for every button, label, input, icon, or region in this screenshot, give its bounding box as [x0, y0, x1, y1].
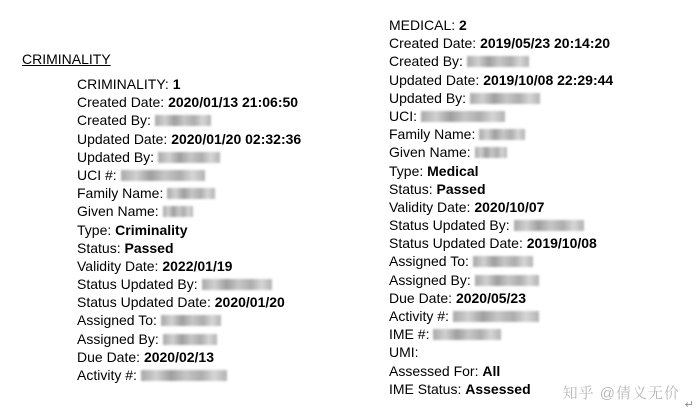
- redacted-value: [163, 334, 217, 345]
- assigned-to-row: [77, 311, 301, 329]
- redacted-value: [167, 188, 215, 199]
- redacted-value: [470, 93, 540, 104]
- type-row: [77, 221, 301, 239]
- field-value: 2022/01/19: [162, 257, 233, 274]
- created-by-row: [389, 52, 613, 70]
- field-label: Due Date:: [77, 348, 141, 365]
- assigned-to-row: [389, 252, 613, 270]
- redacted-value: [158, 152, 220, 163]
- field-label: Validity Date:: [77, 257, 159, 274]
- field-label: Type:: [77, 221, 112, 238]
- field-label: IME Status:: [389, 380, 462, 397]
- field-label: Status:: [77, 239, 121, 256]
- field-label: Status:: [389, 180, 433, 197]
- field-value: Passed: [436, 180, 486, 197]
- created-date-row: [389, 34, 613, 52]
- field-label: Activity #:: [77, 367, 137, 383]
- field-label: Assigned To:: [389, 253, 469, 270]
- redacted-value: [475, 275, 539, 286]
- paragraph-mark-icon: ↵: [684, 399, 694, 411]
- uci-row: [389, 107, 613, 125]
- field-label: Updated By:: [77, 148, 155, 165]
- status-updated-date-row: [77, 293, 301, 311]
- watermark: 知乎 @倩义无价: [562, 385, 680, 402]
- field-label: Type:: [389, 162, 424, 179]
- updated-by-row: [77, 148, 301, 166]
- updated-date-row: [77, 130, 301, 148]
- field-label: Updated Date:: [77, 130, 168, 147]
- field-label: Validity Date:: [389, 198, 471, 215]
- redacted-value: [155, 115, 211, 126]
- field-label: UMI:: [389, 344, 419, 361]
- field-label: Activity #:: [389, 308, 449, 324]
- field-label: IME #:: [389, 326, 430, 343]
- field-label: Created By:: [77, 112, 151, 129]
- field-label: CRIMINALITY:: [77, 76, 169, 92]
- umi-row: [389, 343, 613, 361]
- status-updated-by-row: [389, 216, 613, 234]
- activity-row: [389, 307, 613, 325]
- field-label: Family Name:: [389, 126, 476, 143]
- redacted-value: [473, 256, 533, 267]
- redacted-value: [433, 329, 501, 340]
- field-value: 2020/05/23: [455, 289, 527, 306]
- field-value: 2019/10/08: [526, 235, 597, 252]
- field-label: Assigned By:: [389, 271, 471, 288]
- field-label: UCI #:: [77, 166, 117, 183]
- field-label: Created By:: [389, 53, 463, 70]
- ime-number-row: [389, 325, 613, 343]
- due-date-row: [77, 348, 301, 366]
- field-label: Created Date:: [389, 35, 477, 52]
- redacted-value: [467, 56, 529, 67]
- field-value: 2020/10/07: [474, 198, 545, 215]
- redacted-value: [121, 170, 205, 181]
- assessed-for-row: [389, 362, 613, 380]
- family-name-row: [77, 184, 301, 202]
- medical-record: [389, 16, 613, 398]
- uci-row: [77, 166, 301, 184]
- updated-date-row: [389, 71, 613, 89]
- field-label: Given Name:: [389, 144, 471, 161]
- validity-date-row: [389, 198, 613, 216]
- redacted-value: [479, 129, 525, 140]
- redacted-value: [161, 315, 221, 326]
- redacted-value: [514, 220, 584, 231]
- status-row: [389, 180, 613, 198]
- redacted-value: [421, 111, 505, 122]
- field-label: Assigned To:: [77, 312, 157, 329]
- field-label: Status Updated By:: [389, 217, 510, 234]
- field-value: 1: [172, 76, 181, 92]
- field-label: Updated Date:: [389, 71, 480, 88]
- field-label: MEDICAL:: [389, 17, 456, 33]
- field-label: Status Updated Date:: [389, 235, 523, 252]
- field-label: Family Name:: [77, 185, 164, 202]
- created-by-row: [77, 111, 301, 129]
- redacted-value: [141, 370, 227, 381]
- field-value: Medical: [427, 162, 479, 179]
- field-label: Updated By:: [389, 89, 467, 106]
- field-value: 2020/01/13 21:06:50: [168, 94, 299, 111]
- status-updated-by-row: [77, 275, 301, 293]
- field-value: 2020/01/20 02:32:36: [171, 130, 302, 147]
- activity-row: [77, 366, 301, 384]
- given-name-row: [389, 143, 613, 161]
- medical-title-row: [389, 16, 613, 34]
- field-value: 2020/02/13: [143, 348, 215, 365]
- field-label: Given Name:: [77, 203, 159, 220]
- updated-by-row: [389, 89, 613, 107]
- section-heading: CRIMINALITY: [22, 51, 111, 67]
- assigned-by-row: [389, 271, 613, 289]
- status-row: [77, 239, 301, 257]
- due-date-row: [389, 289, 613, 307]
- field-value: All: [482, 362, 501, 379]
- validity-date-row: [77, 257, 301, 275]
- field-label: Assigned By:: [77, 330, 159, 347]
- field-value: Passed: [124, 239, 174, 256]
- field-label: Assessed For:: [389, 362, 479, 379]
- field-value: 2: [459, 17, 467, 33]
- criminality-title-row: [77, 75, 301, 93]
- redacted-value: [475, 147, 507, 158]
- created-date-row: [77, 93, 301, 111]
- field-value: 2020/01/20: [214, 294, 285, 311]
- type-row: [389, 162, 613, 180]
- status-updated-date-row: [389, 234, 613, 252]
- redacted-value: [202, 279, 272, 290]
- field-label: UCI:: [389, 107, 417, 124]
- field-value: Criminality: [115, 221, 188, 238]
- redacted-value: [163, 206, 193, 217]
- given-name-row: [77, 202, 301, 220]
- field-label: Status Updated Date:: [77, 294, 211, 311]
- field-value: 2019/05/23 20:14:20: [480, 35, 611, 52]
- field-label: Due Date:: [389, 289, 453, 306]
- field-value: 2019/10/08 22:29:44: [483, 71, 614, 88]
- redacted-value: [453, 311, 539, 322]
- field-value: Assessed: [465, 380, 531, 397]
- criminality-record: [77, 75, 301, 384]
- field-label: Status Updated By:: [77, 276, 198, 293]
- field-label: Created Date:: [77, 94, 165, 111]
- family-name-row: [389, 125, 613, 143]
- assigned-by-row: [77, 330, 301, 348]
